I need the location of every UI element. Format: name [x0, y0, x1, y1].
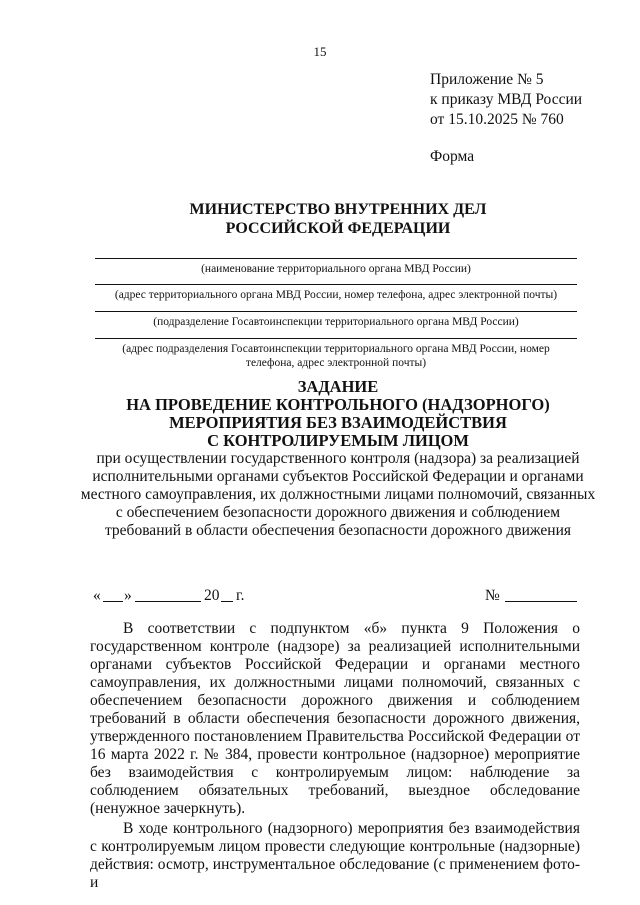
number-label: № [485, 587, 500, 604]
number-blank[interactable] [505, 587, 577, 607]
title-line-4: С КОНТРОЛИРУЕМЫМ ЛИЦОМ [207, 431, 469, 450]
territorial-name-line[interactable] [95, 258, 577, 259]
appendix-block [430, 70, 582, 130]
gai-subdivision-caption: (подразделение Госавтоинспекции территориального органа МВД России) [153, 316, 519, 328]
title-line-2: НА ПРОВЕДЕНИЕ КОНТРОЛЬНОГО (НАДЗОРНОГО) [126, 395, 550, 414]
date-year-blank[interactable] [221, 587, 233, 607]
title-line-3: МЕРОПРИЯТИЯ БЕЗ ВЗАИМОДЕЙСТВИЯ [169, 413, 507, 432]
body-text [90, 620, 580, 892]
gai-address-line[interactable] [95, 338, 577, 339]
date-number-row [93, 587, 577, 607]
gai-address-caption: (адрес подразделения Госавтоинспекции территориального органа МВД России, номер телефона, адрес электронной почты) [122, 343, 550, 369]
territorial-address-caption: (адрес территориального органа МВД России, номер телефона, адрес электронной почты) [114, 289, 558, 301]
title-line-1: ЗАДАНИЕ [297, 377, 379, 396]
territorial-name-caption: (наименование территориального органа МВД России) [201, 263, 471, 275]
date-day-blank[interactable] [103, 587, 123, 607]
ministry-heading [0, 200, 640, 238]
body-paragraph-2: В ходе контрольного (надзорного) мероприятия без взаимодействия с контролируемым лицом провести следующие контрольные (надзорные) действия: осмотр, инструментальное обследование (с применением фото- и [90, 820, 580, 891]
document-title [0, 378, 640, 450]
date-year-suffix: г. [236, 587, 245, 604]
form-label: Форма [430, 148, 475, 165]
territorial-address-line[interactable] [95, 284, 577, 285]
ministry-line-2: РОССИЙСКОЙ ФЕДЕРАЦИИ [225, 220, 451, 237]
date-month-blank[interactable] [135, 587, 201, 607]
date-open-quote: « [93, 587, 101, 604]
page-number: 15 [313, 44, 327, 59]
date-year-prefix: 20 [204, 587, 220, 604]
document-subtitle: при осуществлении государственного контроля (надзора) за реализацией исполнительными органами субъектов Российской Федерации и органами местного самоуправления, их должностными лицами полномочий, связанных с обеспечением безопасности дорожного движения и соблюдением требований в области обеспечения безопасности дорожного движения [80, 450, 596, 539]
gai-subdivision-line[interactable] [95, 311, 577, 312]
appendix-line-2: к приказу МВД России [430, 91, 583, 108]
appendix-line-1: Приложение № 5 [430, 71, 544, 88]
ministry-line-1: МИНИСТЕРСТВО ВНУТРЕННИХ ДЕЛ [189, 201, 487, 218]
date-close-quote: » [124, 587, 132, 604]
body-paragraph-1: В соответствии с подпунктом «б» пункта 9 Положения о государственном контроле (надзоре) за реализацией исполнительными органами субъектов Российской Федерации и органами местного самоуправления, их должностными лицами полномочий, связанных с обеспечением безопасности дорожного движения и соблюдением требований в области обеспечения безопасности дорожного движения, утвержденного постановлением Правительства Российской Федерации от 16 марта 2022 г. № 384, провести контрольное (надзорное) мероприятие без взаимодействия с контролируемым лицом: наблюдение за соблюдением обязательных требований, выездное обследование (ненужное зачеркнуть). [90, 620, 580, 817]
appendix-line-3: от 15.10.2025 № 760 [430, 111, 564, 128]
